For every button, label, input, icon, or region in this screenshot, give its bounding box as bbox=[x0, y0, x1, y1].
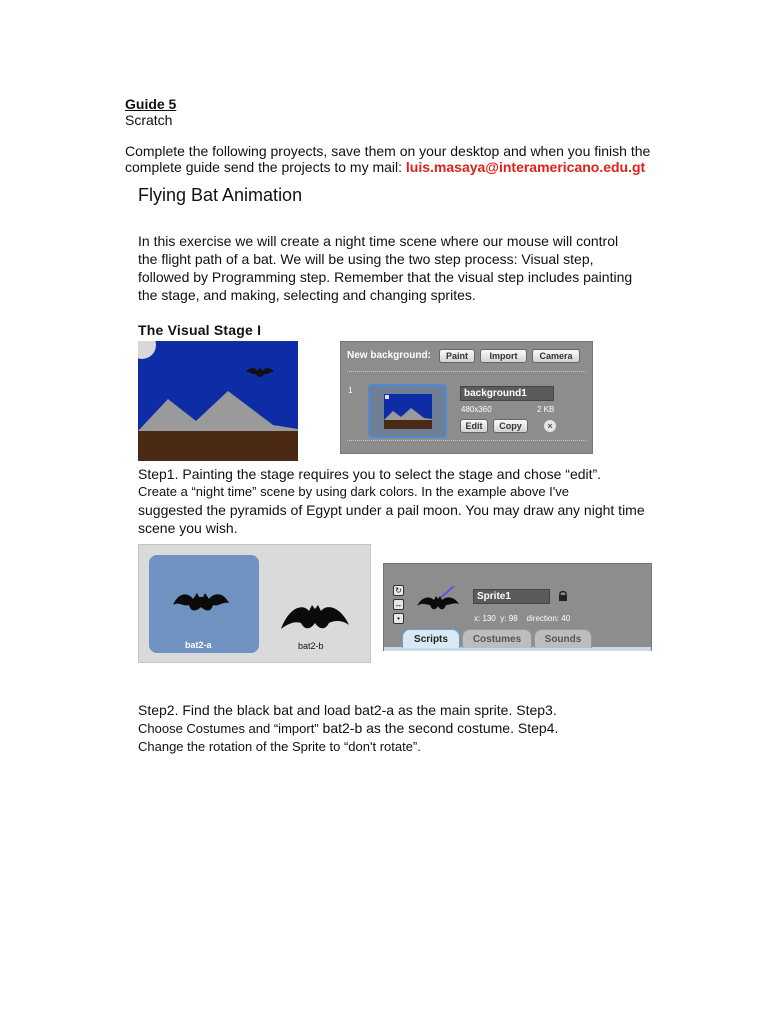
background-index: 1 bbox=[348, 386, 353, 395]
tab-scripts[interactable]: Scripts bbox=[402, 629, 460, 648]
costume-selected-bat2-a[interactable] bbox=[149, 555, 259, 653]
divider bbox=[347, 371, 586, 372]
guide-subject: Scratch bbox=[125, 112, 173, 128]
sprite-panel bbox=[383, 563, 652, 651]
tab-costumes[interactable]: Costumes bbox=[462, 629, 532, 648]
edit-button[interactable]: Edit bbox=[460, 419, 488, 433]
step1-line3: suggested the pyramids of Egypt under a pail moon. You may draw any night time scene you wish. bbox=[138, 502, 645, 536]
camera-button[interactable]: Camera bbox=[532, 349, 580, 363]
costume-name-bat2-a: bat2-a bbox=[185, 640, 212, 650]
dont-rotate-icon[interactable]: • bbox=[393, 613, 404, 624]
step2-line2b: bat2-b as the second costume. Step4. bbox=[318, 720, 559, 736]
divider bbox=[347, 440, 586, 441]
step1-text bbox=[138, 465, 658, 537]
left-right-icon[interactable]: ↔ bbox=[394, 600, 403, 609]
visual-stage-heading: The Visual Stage I bbox=[138, 322, 262, 338]
section-title: Flying Bat Animation bbox=[138, 185, 303, 205]
copy-button[interactable]: Copy bbox=[493, 419, 528, 433]
costume-name-bat2-b[interactable]: bat2-b bbox=[298, 641, 324, 651]
bat-icon bbox=[171, 585, 231, 621]
background-name-field[interactable]: background1 bbox=[460, 386, 554, 401]
y-value: 98 bbox=[508, 614, 518, 623]
background-thumbnail[interactable] bbox=[368, 384, 447, 438]
direction-label: direction: bbox=[526, 614, 560, 623]
step2-text bbox=[138, 701, 638, 756]
step2-line2a: Choose Costumes and “import” bbox=[138, 721, 319, 736]
background-size: 2 KB bbox=[537, 405, 555, 414]
new-background-label: New background: bbox=[347, 350, 431, 361]
y-label: y: bbox=[500, 614, 507, 623]
intro-paragraph bbox=[125, 143, 685, 175]
tab-sounds[interactable]: Sounds bbox=[534, 629, 592, 648]
section-paragraph: In this exercise we will create a night time scene where our mouse will control the flight path of a bat. We will be using the two step process: Visual step, followed by Programming step. Remember that the visual step includes painting the stage, and making, selecting and changing sprites. bbox=[138, 233, 633, 303]
import-button[interactable]: Import bbox=[480, 349, 527, 363]
bat-icon bbox=[279, 597, 351, 637]
background-panel bbox=[340, 341, 593, 454]
guide-title: Guide 5 bbox=[125, 96, 177, 112]
step1-line2: Create a “night time” scene by using dark colors. In the example above I've bbox=[138, 484, 569, 499]
intro-text: Complete the following proyects, save them on your desktop and when you finish the complete guide send the projects to my mail: bbox=[125, 143, 651, 175]
rotate-icon[interactable]: ↻ bbox=[393, 585, 404, 596]
sprite-name-field[interactable]: Sprite1 bbox=[473, 589, 550, 604]
paint-button[interactable]: Paint bbox=[439, 349, 475, 363]
direction-value: 40 bbox=[561, 614, 571, 623]
email-link[interactable]: luis.masaya@interamericano.edu.gt bbox=[405, 159, 646, 175]
lock-icon[interactable] bbox=[558, 590, 568, 602]
sprite-thumbnail bbox=[416, 586, 460, 616]
step2-line2 bbox=[138, 719, 638, 738]
x-value: 130 bbox=[482, 614, 496, 623]
delete-icon[interactable]: × bbox=[544, 420, 556, 432]
step2-line3: Change the rotation of the Sprite to “don't rotate”. bbox=[138, 739, 421, 754]
stage-image bbox=[138, 341, 298, 461]
background-dimensions: 480x360 bbox=[461, 405, 492, 414]
costumes-panel bbox=[138, 544, 371, 663]
step2-line1: Step2. Find the black bat and load bat2-a as the main sprite. Step3. bbox=[138, 702, 557, 718]
sprite-coordinates bbox=[474, 614, 570, 623]
step1-line1: Step1. Painting the stage requires you to select the stage and chose “edit”. bbox=[138, 466, 602, 482]
x-label: x: bbox=[474, 614, 481, 623]
